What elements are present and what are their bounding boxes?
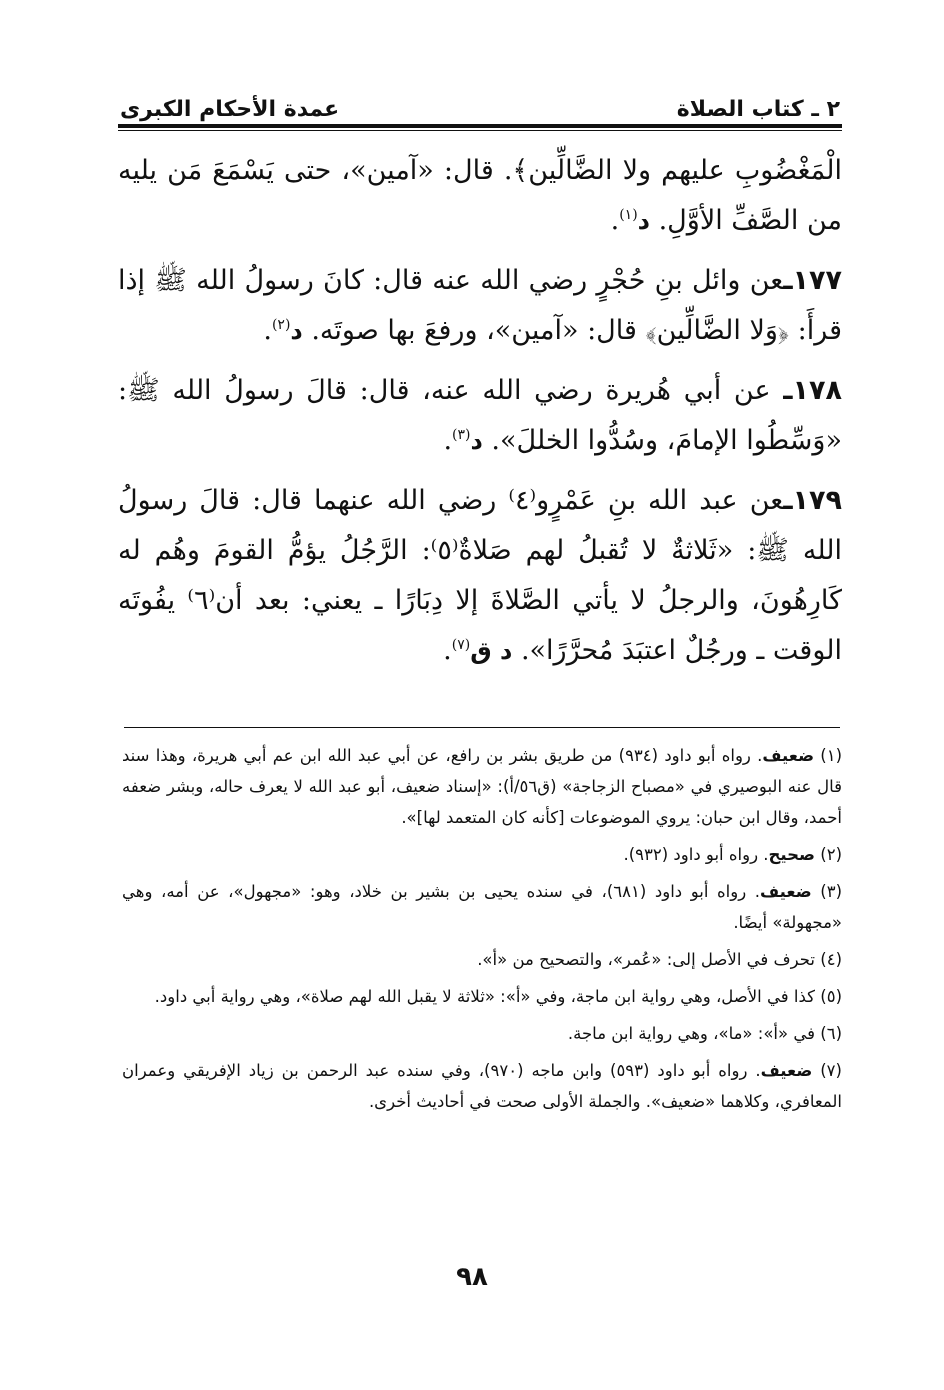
footnote: (٣) ضعيف. رواه أبو داود (٦٨١)، في سنده يحيى بن بشير بن خلاد، وهو: «مجهول»، عن أمه، وهي «مجهولة» أيضًا. xyxy=(122,882,843,932)
hadith-number: ١٧٨ـ xyxy=(783,375,842,406)
hadith-body: عن أبي هُريرة رضي الله عنه، قال: قالَ رسولُ الله ﷺ: «وَسِّطُوا الإمامَ، وسُدُّوا الخللَ». xyxy=(118,375,842,456)
hadith-body: الْمَغْضُوبِ عليهم ولا الضَّالِّين﴾. قال: «آمين»، حتى يَسْمَعَ مَن يليه من الصَّفِّ الأوَّلِ. xyxy=(118,155,842,236)
footnote-separator xyxy=(124,727,840,728)
footnote-ref: (٧) xyxy=(451,637,471,653)
hadith-text xyxy=(118,146,842,686)
hadith-body: عن وائل بنِ حُجْرٍ رضي الله عنه قال: كانَ رسولُ الله ﷺ إذا قرأَ: ﴿وَلا الضَّالِّين﴾ قال: «آمين»، ورفعَ بها صوتَه. xyxy=(118,265,842,346)
hadith-number: ١٧٧ـ xyxy=(783,265,842,296)
footnote: (٤) تحرف في الأصل إلى: «عُمر»، والتصحيح من «أ». xyxy=(477,950,842,969)
footnote: (٥) كذا في الأصل، وهي رواية ابن ماجة، وفي «أ»: «ثلاثة لا يقبل الله لهم صلاة»، وهي رواية أبي داود. xyxy=(154,987,842,1006)
header-rule-thick xyxy=(118,124,842,128)
footnote-ref: (٣) xyxy=(452,427,471,443)
book-title: عمدة الأحكام الكبرى xyxy=(120,97,340,122)
footnote: (١) ضعيف. رواه أبو داود (٩٣٤) من طريق بشر بن رافع، عن أبي عبد الله ابن عم أبي هريرة، وهذا سند قال عنه البوصيري في «مصباح الزجاجة» (ق٥٦/أ): «إسناد ضعيف، أبو عبد الله لا يعرف حاله، وبشر ضعفه أحمد، وقال ابن حبان: يروي الموضوعات [كأنه كان المتعمد لها]». xyxy=(122,746,843,827)
running-header xyxy=(120,84,840,122)
footnote: (٦) في «أ»: «ما»، وهي رواية ابن ماجة. xyxy=(567,1024,842,1043)
header-rule-thin xyxy=(118,130,842,131)
page-number: ٩٨ xyxy=(456,1262,488,1292)
grade: ضعيف xyxy=(760,882,812,901)
footnote-ref: (٢) xyxy=(271,317,291,333)
chapter-title: ٢ ـ كتاب الصلاة xyxy=(676,97,840,122)
source-symbol: د xyxy=(637,207,650,235)
footnote: (٧) ضعيف. رواه أبو داود (٥٩٣) وابن ماجه (٩٧٠)، وفي سنده عبد الرحمن بن زياد الإفريقي وعمران المعافري، وكلاهما «ضعيف». والجملة الأولى صحت في أحاديث أخرى. xyxy=(122,1061,842,1111)
hadith-178: ١٧٨ـ عن أبي هُريرة رضي الله عنه، قال: قالَ رسولُ الله ﷺ: «وَسِّطُوا الإمامَ، وسُدُّوا الخللَ». د$^{(٣)}$. xyxy=(118,375,842,456)
source-symbol: د ق xyxy=(470,637,513,665)
footnote: (٢) صحيح. رواه أبو داود (٩٣٢). xyxy=(623,845,842,864)
grade: ضعيف xyxy=(760,1061,813,1080)
source-symbol: د xyxy=(290,317,303,345)
hadith-177: ١٧٧ـعن وائل بنِ حُجْرٍ رضي الله عنه قال: كانَ رسولُ الله ﷺ إذا قرأَ: ﴿وَلا الضَّالِّين﴾ قال: «آمين»، ورفعَ بها صوتَه. د$^{(٢)}$. xyxy=(118,265,842,346)
grade: صحيح xyxy=(768,845,815,864)
hadith-179: ١٧٩ـعن عبد الله بنِ عَمْرٍو⁽٤⁾ رضي الله عنهما قال: قالَ رسولُ الله ﷺ: «ثَلاثةٌ لا تُقبلُ لهم صَلاةٌ⁽٥⁾: الرَّجُلُ يؤمُّ القومَ وهُم له كَارِهُونَ، والرجلُ لا يأتي الصَّلاةَ إلا دِبَارًا ـ يعني: بعد أن⁽٦⁾ يفُوتَه الوقت ـ ورجُلٌ اعتبَدَ مُحرَّرًا». د ق$^{(٧)}$. xyxy=(118,485,843,666)
source-symbol: د xyxy=(470,427,483,455)
footnote-ref: (١) xyxy=(619,207,638,223)
hadith-continuation: الْمَغْضُوبِ عليهم ولا الضَّالِّين﴾. قال: «آمين»، حتى يَسْمَعَ مَن يليه من الصَّفِّ الأوَّلِ. د$^{(١)}$. xyxy=(118,155,842,236)
grade: ضعيف xyxy=(762,746,815,765)
footnotes xyxy=(122,740,842,1123)
hadith-body: عن عبد الله بنِ عَمْرٍو⁽٤⁾ رضي الله عنهما قال: قالَ رسولُ الله ﷺ: «ثَلاثةٌ لا تُقبلُ لهم صَلاةٌ⁽٥⁾: الرَّجُلُ يؤمُّ القومَ وهُم له كَارِهُونَ، والرجلُ لا يأتي الصَّلاةَ إلا دِبَارًا ـ يعني: بعد أن⁽٦⁾ يفُوتَه الوقت ـ ورجُلٌ اعتبَدَ مُحرَّرًا». xyxy=(118,485,843,666)
hadith-number: ١٧٩ـ xyxy=(783,485,842,516)
